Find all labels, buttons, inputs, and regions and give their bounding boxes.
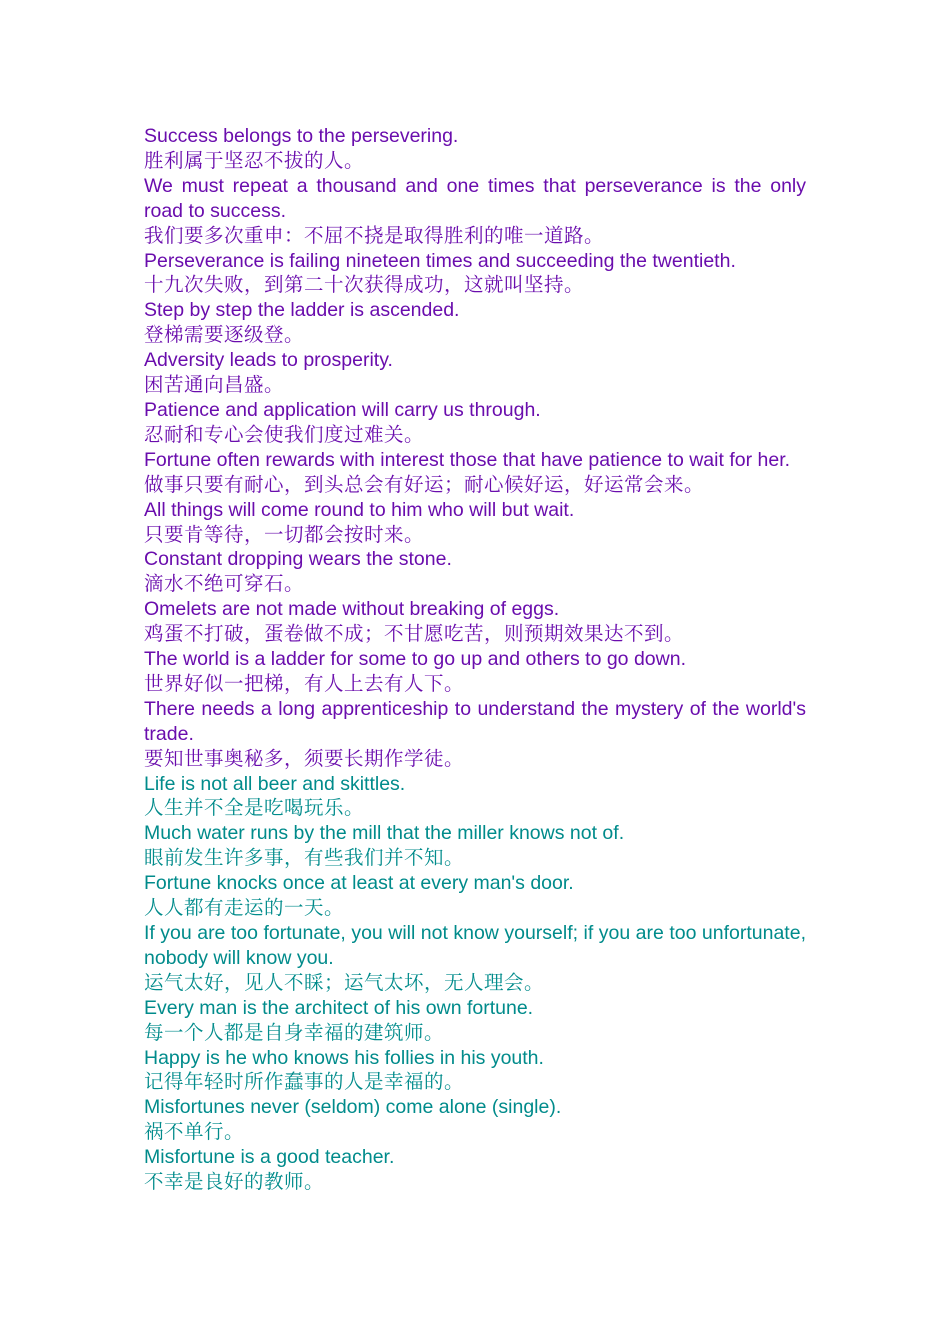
proverb-chinese: 运气太好，见人不睬；运气太坏，无人理会。 [144,970,545,994]
proverb-chinese: 困苦通向昌盛。 [144,373,285,397]
proverb-chinese: 要知世事奥秘多，须要长期作学徒。 [144,746,465,770]
proverb-list [144,124,806,1195]
proverb-english: Happy is he who knows his follies in his youth. [144,1046,544,1069]
proverb-chinese: 人人都有走运的一天。 [144,896,345,920]
proverb-item [144,547,806,597]
proverb-chinese: 做事只要有耐心，到头总会有好运；耐心候好运，好运常会来。 [144,472,705,496]
proverb-item [144,348,806,398]
proverb-item [144,249,806,299]
proverb-item [144,647,806,697]
proverb-chinese: 十九次失败，到第二十次获得成功，这就叫坚持。 [144,273,585,297]
proverb-chinese: 我们要多次重申：不屈不挠是取得胜利的唯一道路。 [144,223,605,247]
proverb-chinese: 胜利属于坚忍不拔的人。 [144,148,365,172]
proverb-english: Omelets are not made without breaking of eggs. [144,598,560,621]
proverb-english: If you are too fortunate, you will not know yourself; if you are too unfortunate, nobody will know you. [144,922,806,969]
proverb-item [144,298,806,348]
proverb-chinese: 祸不单行。 [144,1120,245,1144]
proverb-chinese: 忍耐和专心会使我们度过难关。 [144,422,425,446]
proverb-chinese: 世界好似一把梯，有人上去有人下。 [144,671,465,695]
proverb-item [144,996,806,1046]
proverb-chinese: 不幸是良好的教师。 [144,1170,325,1194]
proverb-english: We must repeat a thousand and one times that perseverance is the only road to success. [144,174,806,222]
proverb-item [144,772,806,822]
proverb-english: Adversity leads to prosperity. [144,349,393,372]
proverb-item [144,1046,806,1096]
document-page [144,124,806,1195]
proverb-english: All things will come round to him who will but wait. [144,498,575,521]
proverb-item [144,597,806,647]
proverb-item [144,498,806,548]
proverb-english: There needs a long apprenticeship to understand the mystery of the world's trade. [144,697,806,745]
proverb-english: Success belongs to the persevering. [144,125,459,147]
proverb-item [144,921,806,996]
proverb-english: Fortune knocks once at least at every man's door. [144,872,574,895]
proverb-english: Step by step the ladder is ascended. [144,299,460,322]
proverb-english: Much water runs by the mill that the miller knows not of. [144,822,625,845]
proverb-chinese: 人生并不全是吃喝玩乐。 [144,796,365,820]
proverb-item [144,448,806,498]
proverb-item [144,398,806,448]
proverb-english: Fortune often rewards with interest those that have patience to wait for her. [144,448,791,471]
proverb-chinese: 只要肯等待，一切都会按时来。 [144,522,425,546]
proverb-english: Perseverance is failing nineteen times and succeeding the twentieth. [144,249,736,272]
proverb-english: Misfortunes never (seldom) come alone (single). [144,1096,562,1119]
proverb-english: Constant dropping wears the stone. [144,548,452,571]
proverb-chinese: 登梯需要逐级登。 [144,323,305,347]
proverb-english: Life is not all beer and skittles. [144,772,406,795]
proverb-item [144,1095,806,1145]
proverb-english: Every man is the architect of his own fortune. [144,996,534,1019]
proverb-item [144,174,806,249]
proverb-item [144,697,806,772]
proverb-item [144,871,806,921]
proverb-chinese: 滴水不绝可穿石。 [144,572,305,596]
proverb-item [144,124,806,174]
proverb-english: The world is a ladder for some to go up and others to go down. [144,648,686,671]
proverb-chinese: 眼前发生许多事，有些我们并不知。 [144,846,465,870]
proverb-chinese: 记得年轻时所作蠢事的人是幸福的。 [144,1070,465,1094]
proverb-chinese: 每一个人都是自身幸福的建筑师。 [144,1020,445,1044]
proverb-english: Patience and application will carry us through. [144,398,541,421]
proverb-chinese: 鸡蛋不打破，蛋卷做不成；不甘愿吃苦，则预期效果达不到。 [144,622,685,646]
proverb-english: Misfortune is a good teacher. [144,1146,395,1169]
proverb-item [144,1145,806,1195]
proverb-item [144,821,806,871]
